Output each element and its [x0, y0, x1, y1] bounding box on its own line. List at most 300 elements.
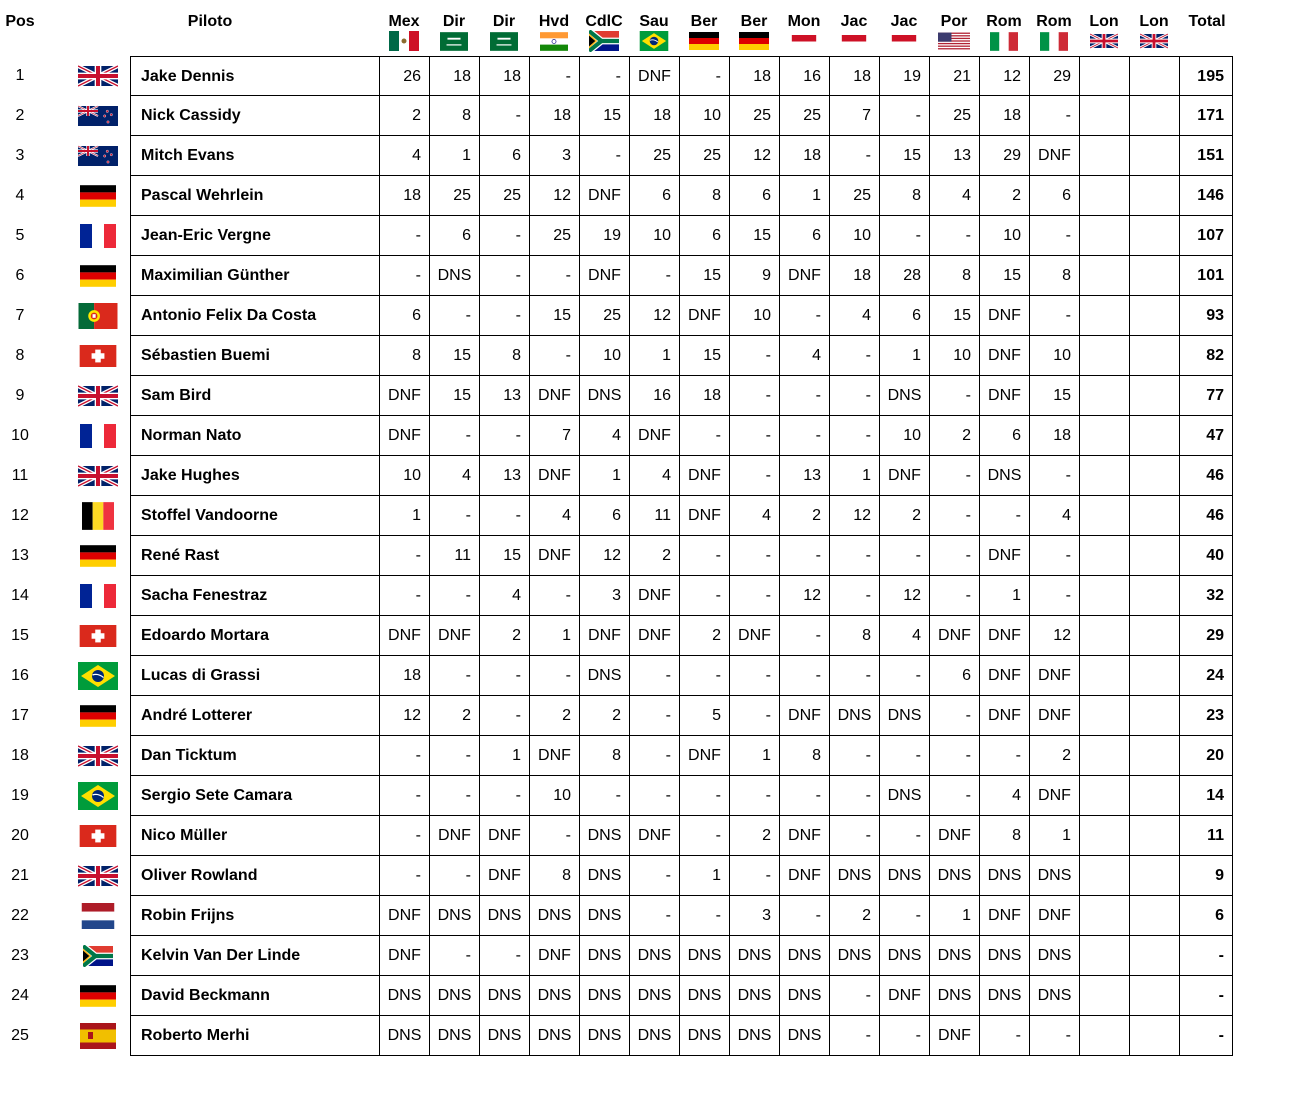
race-result: DNS	[729, 1016, 779, 1056]
race-result: -	[929, 736, 979, 776]
race-result: DNS	[729, 936, 779, 976]
race-result: 15	[579, 96, 629, 136]
race-result: -	[779, 536, 829, 576]
race-result: 3	[529, 136, 579, 176]
france-flag-icon	[76, 576, 120, 616]
race-result: -	[929, 776, 979, 816]
race-result: 18	[979, 96, 1029, 136]
race-result: 29	[979, 136, 1029, 176]
race-result: DNF	[379, 936, 429, 976]
race-result	[1129, 816, 1179, 856]
race-result: 10	[929, 336, 979, 376]
race-result	[1079, 736, 1129, 776]
race-result: DNF	[979, 536, 1029, 576]
total-points: 32	[1179, 576, 1233, 616]
total-points: 46	[1179, 456, 1233, 496]
race-result: DNS	[529, 976, 579, 1016]
brazil-flag-icon	[76, 656, 120, 696]
position: 11	[11, 467, 29, 484]
race-result: DNF	[529, 736, 579, 776]
race-result: 2	[1029, 736, 1079, 776]
race-result: 3	[729, 896, 779, 936]
race-result	[1129, 376, 1179, 416]
race-result: 4	[879, 616, 929, 656]
driver-name: Pascal Wehrlein	[130, 176, 379, 216]
race-result: -	[829, 376, 879, 416]
race-result	[1129, 456, 1179, 496]
race-result: DNF	[629, 56, 679, 96]
race-result: 10	[879, 416, 929, 456]
table-row	[0, 616, 1292, 656]
position: 14	[11, 587, 29, 604]
race-result: 8	[379, 336, 429, 376]
race-result: 8	[929, 256, 979, 296]
race-result: 15	[1029, 376, 1079, 416]
race-result: -	[679, 56, 729, 96]
race-result: DNF	[979, 336, 1029, 376]
driver-name: Jake Dennis	[130, 56, 379, 96]
race-result	[1129, 336, 1179, 376]
race-result: DNF	[429, 816, 479, 856]
driver-name: Stoffel Vandoorne	[130, 496, 379, 536]
switzerland-flag-icon	[76, 816, 120, 856]
race-result: DNS	[879, 376, 929, 416]
race-result: 4	[529, 496, 579, 536]
france-flag-icon	[76, 416, 120, 456]
race-result: -	[379, 856, 429, 896]
header-race-13: Rom	[986, 13, 1022, 30]
race-result: -	[429, 416, 479, 456]
race-result: 11	[429, 536, 479, 576]
race-result: 12	[1029, 616, 1079, 656]
driver-name: Roberto Merhi	[130, 1016, 379, 1056]
race-result: DNF	[729, 616, 779, 656]
total-points: 77	[1179, 376, 1233, 416]
race-result: 1	[879, 336, 929, 376]
header-pos: Pos	[5, 13, 35, 30]
south-africa-flag-icon	[76, 936, 120, 976]
germany-flag-icon	[76, 976, 120, 1016]
race-result: 25	[829, 176, 879, 216]
race-result: 15	[729, 216, 779, 256]
race-result: -	[429, 856, 479, 896]
race-result	[1079, 776, 1129, 816]
race-result: 6	[429, 216, 479, 256]
race-result: 4	[629, 456, 679, 496]
position: 18	[11, 747, 29, 764]
race-result: 2	[529, 696, 579, 736]
mexico-flag-icon	[388, 31, 420, 56]
race-result: -	[929, 536, 979, 576]
race-result: -	[729, 536, 779, 576]
race-result: -	[879, 736, 929, 776]
race-result: -	[829, 976, 879, 1016]
race-result: -	[729, 376, 779, 416]
header-race-7: Ber	[690, 13, 718, 30]
race-result: 13	[929, 136, 979, 176]
race-result: 6	[779, 216, 829, 256]
driver-name: Kelvin Van Der Linde	[130, 936, 379, 976]
race-result: -	[679, 576, 729, 616]
race-result: 25	[529, 216, 579, 256]
belgium-flag-icon	[76, 496, 120, 536]
race-result: 8	[879, 176, 929, 216]
race-result: -	[529, 656, 579, 696]
race-result: DNS	[979, 456, 1029, 496]
race-result: 9	[729, 256, 779, 296]
race-result: 18	[779, 136, 829, 176]
race-result	[1129, 256, 1179, 296]
driver-name: Mitch Evans	[130, 136, 379, 176]
race-result: -	[479, 936, 529, 976]
race-result	[1079, 56, 1129, 96]
race-result: 2	[479, 616, 529, 656]
race-result: -	[879, 216, 929, 256]
race-result: DNS	[429, 1016, 479, 1056]
race-result: DNF	[579, 616, 629, 656]
driver-name: Sergio Sete Camara	[130, 776, 379, 816]
race-result: 15	[429, 336, 479, 376]
race-result: DNS	[479, 1016, 529, 1056]
race-result: 1	[679, 856, 729, 896]
race-result: 3	[579, 576, 629, 616]
brazil-flag-icon	[76, 776, 120, 816]
race-result	[1129, 856, 1179, 896]
race-result: 2	[779, 496, 829, 536]
race-result: -	[379, 776, 429, 816]
race-result: -	[479, 696, 529, 736]
race-result: -	[929, 576, 979, 616]
race-result: 8	[679, 176, 729, 216]
race-result	[1079, 656, 1129, 696]
race-result: -	[929, 696, 979, 736]
race-result: -	[479, 656, 529, 696]
race-result: DNF	[1029, 696, 1079, 736]
race-result: 25	[779, 96, 829, 136]
driver-name: Edoardo Mortara	[130, 616, 379, 656]
position: 5	[15, 227, 25, 244]
race-result: 1	[379, 496, 429, 536]
header-race-14: Rom	[1036, 13, 1072, 30]
race-result: -	[479, 416, 529, 456]
race-result: DNS	[679, 936, 729, 976]
race-result: 1	[979, 576, 1029, 616]
race-result: 4	[379, 136, 429, 176]
race-result: 1	[579, 456, 629, 496]
race-result: 10	[729, 296, 779, 336]
total-points: -	[1179, 976, 1233, 1016]
total-points: 93	[1179, 296, 1233, 336]
race-result: 15	[929, 296, 979, 336]
position: 22	[11, 907, 29, 924]
total-points: 14	[1179, 776, 1233, 816]
total-points: 40	[1179, 536, 1233, 576]
race-result: 10	[829, 216, 879, 256]
header-total: Total	[1188, 13, 1226, 30]
race-result: DNS	[579, 856, 629, 896]
race-result: DNS	[379, 1016, 429, 1056]
table-row	[0, 56, 1292, 96]
race-result: -	[729, 336, 779, 376]
race-result: 19	[579, 216, 629, 256]
race-result: DNF	[979, 296, 1029, 336]
race-result: 25	[929, 96, 979, 136]
race-result: 21	[929, 56, 979, 96]
germany-flag-icon	[76, 256, 120, 296]
race-result: 12	[579, 536, 629, 576]
race-result: -	[829, 536, 879, 576]
header-race-12: Por	[940, 13, 968, 30]
race-result: DNS	[979, 976, 1029, 1016]
race-result: -	[629, 656, 679, 696]
driver-name: Norman Nato	[130, 416, 379, 456]
race-result	[1079, 376, 1129, 416]
switzerland-flag-icon	[76, 616, 120, 656]
race-result: 2	[829, 896, 879, 936]
race-result: 2	[629, 536, 679, 576]
brazil-flag-icon	[639, 31, 669, 56]
race-result: -	[1029, 296, 1079, 336]
race-result: 13	[479, 376, 529, 416]
table-row	[0, 896, 1292, 936]
race-result	[1129, 736, 1179, 776]
position: 13	[11, 547, 29, 564]
race-result: DNF	[979, 896, 1029, 936]
race-result: 6	[879, 296, 929, 336]
position: 9	[15, 387, 25, 404]
race-result: 18	[379, 656, 429, 696]
total-points: 47	[1179, 416, 1233, 456]
race-result: 1	[529, 616, 579, 656]
race-result: 6	[629, 176, 679, 216]
race-result: 6	[1029, 176, 1079, 216]
race-result: -	[379, 536, 429, 576]
race-result: 25	[679, 136, 729, 176]
race-result: -	[879, 896, 929, 936]
race-result: 8	[979, 816, 1029, 856]
race-result: -	[979, 496, 1029, 536]
race-result: 12	[829, 496, 879, 536]
position: 25	[11, 1027, 29, 1044]
race-result: -	[679, 656, 729, 696]
race-result	[1129, 696, 1179, 736]
race-result: DNF	[679, 736, 729, 776]
race-result	[1079, 576, 1129, 616]
race-result: -	[529, 256, 579, 296]
race-result: 10	[679, 96, 729, 136]
race-result: 25	[429, 176, 479, 216]
race-result: -	[379, 216, 429, 256]
race-result: 12	[879, 576, 929, 616]
race-result: 8	[829, 616, 879, 656]
race-result: DNF	[429, 616, 479, 656]
new-zealand-flag-icon	[76, 136, 120, 176]
race-result: DNS	[729, 976, 779, 1016]
race-result: 2	[579, 696, 629, 736]
race-result: DNF	[929, 816, 979, 856]
race-result: DNF	[629, 416, 679, 456]
race-result	[1079, 296, 1129, 336]
race-result: 11	[629, 496, 679, 536]
total-points: 23	[1179, 696, 1233, 736]
monaco-flag-icon	[791, 35, 817, 53]
race-result: 16	[779, 56, 829, 96]
race-result	[1079, 936, 1129, 976]
race-result: -	[829, 336, 879, 376]
race-result: 5	[679, 696, 729, 736]
race-result	[1129, 496, 1179, 536]
race-result: 1	[929, 896, 979, 936]
race-result: -	[1029, 96, 1079, 136]
race-result: 12	[379, 696, 429, 736]
race-result: 8	[429, 96, 479, 136]
race-result: 18	[829, 56, 879, 96]
race-result: -	[879, 656, 929, 696]
race-result: DNS	[579, 1016, 629, 1056]
race-result: 15	[879, 136, 929, 176]
table-row	[0, 1016, 1292, 1056]
race-result: -	[929, 496, 979, 536]
race-result: DNF	[979, 376, 1029, 416]
race-result	[1079, 696, 1129, 736]
saudi-flag-icon	[490, 32, 518, 56]
race-result: -	[929, 376, 979, 416]
table-row	[0, 456, 1292, 496]
driver-name: Sacha Fenestraz	[130, 576, 379, 616]
header-race-4: Hvd	[538, 13, 570, 30]
race-result: 4	[479, 576, 529, 616]
table-row	[0, 696, 1292, 736]
race-result: DNF	[579, 256, 629, 296]
header-race-1: Mex	[388, 13, 420, 30]
race-result: 6	[379, 296, 429, 336]
race-result: -	[679, 816, 729, 856]
driver-name: André Lotterer	[130, 696, 379, 736]
race-result: 13	[479, 456, 529, 496]
table-row	[0, 656, 1292, 696]
table-row	[0, 256, 1292, 296]
race-result: DNS	[429, 976, 479, 1016]
race-result	[1079, 96, 1129, 136]
race-result: DNS	[779, 976, 829, 1016]
race-result: 6	[979, 416, 1029, 456]
header-race-11: Jac	[890, 13, 918, 30]
position: 6	[15, 267, 25, 284]
race-result: -	[1029, 1016, 1079, 1056]
race-result: -	[629, 256, 679, 296]
race-result: 1	[429, 136, 479, 176]
race-result: DNF	[579, 176, 629, 216]
driver-name: David Beckmann	[130, 976, 379, 1016]
header-race-6: Sau	[639, 13, 669, 30]
race-result	[1079, 536, 1129, 576]
position: 21	[11, 867, 29, 884]
race-result: 16	[629, 376, 679, 416]
race-result: 13	[779, 456, 829, 496]
race-result: -	[779, 776, 829, 816]
race-result: 12	[529, 176, 579, 216]
race-result: DNF	[629, 576, 679, 616]
race-result: -	[779, 896, 829, 936]
race-result: DNF	[529, 536, 579, 576]
race-result: 4	[1029, 496, 1079, 536]
race-result: 25	[729, 96, 779, 136]
driver-name: Maximilian Günther	[130, 256, 379, 296]
driver-name: Nick Cassidy	[130, 96, 379, 136]
race-result: -	[729, 456, 779, 496]
race-result: 8	[479, 336, 529, 376]
race-result: -	[629, 856, 679, 896]
race-result: -	[429, 656, 479, 696]
driver-name: Jean-Eric Vergne	[130, 216, 379, 256]
race-result: DNF	[1029, 776, 1079, 816]
race-result: DNF	[929, 616, 979, 656]
driver-name: Dan Ticktum	[130, 736, 379, 776]
race-result: 4	[829, 296, 879, 336]
race-result: DNF	[379, 416, 429, 456]
race-result	[1079, 896, 1129, 936]
race-result: 4	[429, 456, 479, 496]
uk-flag-icon	[76, 56, 120, 96]
race-result	[1129, 536, 1179, 576]
race-result	[1079, 336, 1129, 376]
race-result	[1129, 896, 1179, 936]
race-result: -	[479, 216, 529, 256]
race-result: DNF	[879, 456, 929, 496]
position: 17	[11, 707, 29, 724]
driver-name: Nico Müller	[130, 816, 379, 856]
race-result: DNS	[429, 896, 479, 936]
race-result: DNS	[629, 936, 679, 976]
race-result: -	[529, 816, 579, 856]
race-result: -	[729, 856, 779, 896]
race-result: DNS	[929, 936, 979, 976]
race-result: 7	[529, 416, 579, 456]
race-result: 6	[679, 216, 729, 256]
race-result: -	[1029, 536, 1079, 576]
race-result: 10	[529, 776, 579, 816]
race-result: -	[529, 336, 579, 376]
race-result: DNF	[529, 936, 579, 976]
race-result: DNF	[379, 376, 429, 416]
table-row	[0, 136, 1292, 176]
total-points: 11	[1179, 816, 1233, 856]
race-result: DNF	[779, 696, 829, 736]
race-result: -	[579, 136, 629, 176]
uk-flag-icon	[1090, 31, 1118, 56]
race-result: -	[629, 696, 679, 736]
saudi-flag-icon	[440, 32, 468, 56]
position: 19	[11, 787, 29, 804]
total-points: 24	[1179, 656, 1233, 696]
header-race-9: Mon	[787, 13, 821, 30]
race-result: -	[479, 296, 529, 336]
race-result: DNS	[579, 376, 629, 416]
netherlands-flag-icon	[76, 896, 120, 936]
portugal-flag-icon	[76, 296, 120, 336]
driver-name: Lucas di Grassi	[130, 656, 379, 696]
race-result: 2	[729, 816, 779, 856]
driver-name: Jake Hughes	[130, 456, 379, 496]
race-result: -	[829, 736, 879, 776]
race-result: -	[379, 576, 429, 616]
race-result: 18	[479, 56, 529, 96]
table-row	[0, 496, 1292, 536]
race-result: -	[479, 496, 529, 536]
race-result: DNF	[879, 976, 929, 1016]
race-result: DNF	[779, 856, 829, 896]
race-result: -	[729, 696, 779, 736]
